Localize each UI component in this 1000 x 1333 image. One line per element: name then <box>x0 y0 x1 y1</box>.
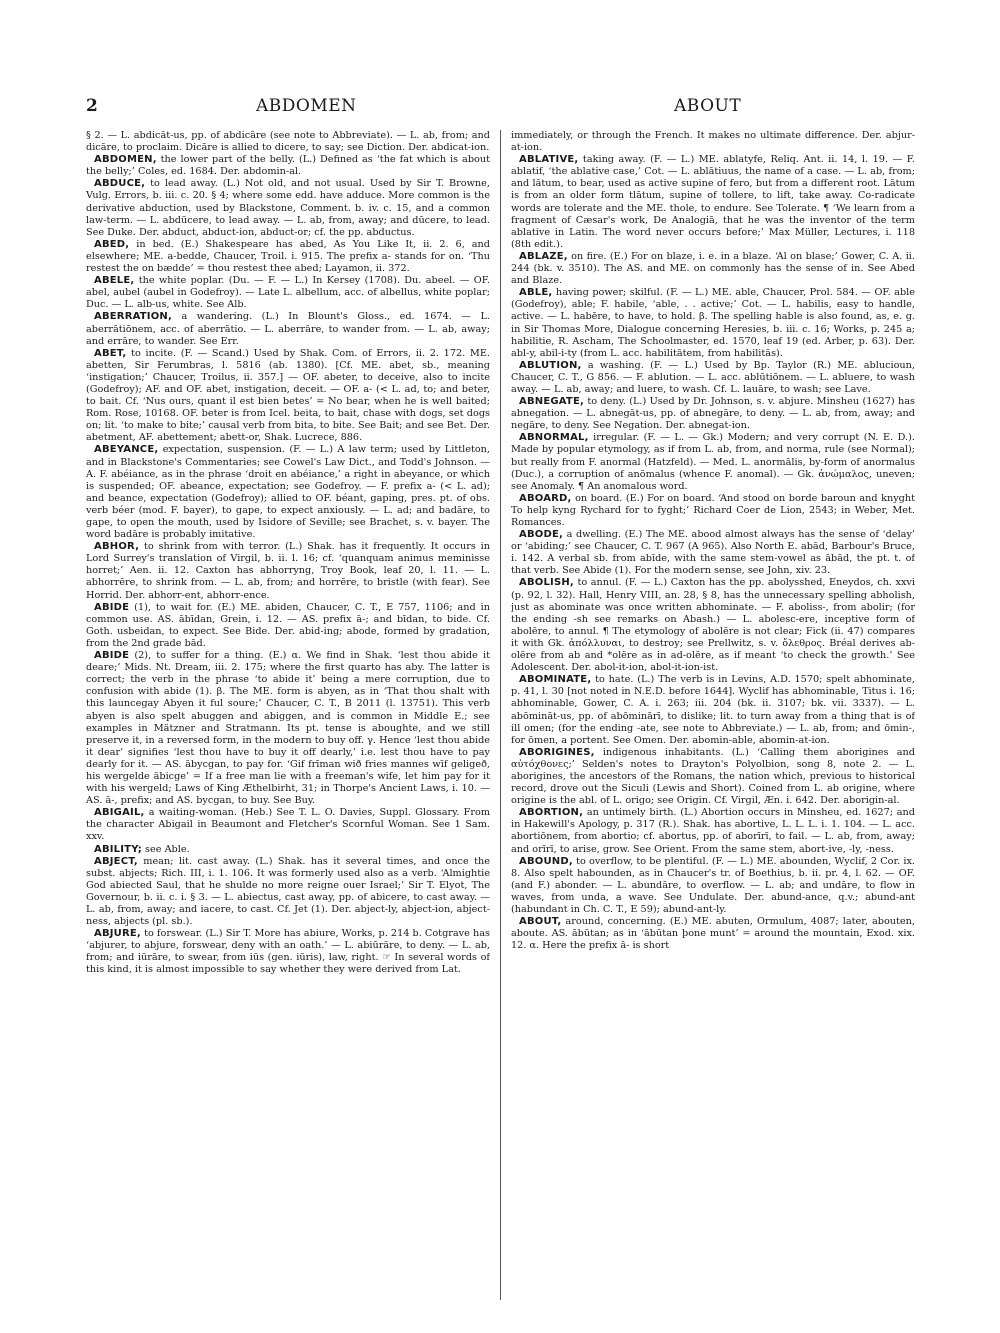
dictionary-entry <box>86 444 490 541</box>
entry-text: a washing. (F. — L.) Used by Bp. Taylor (R.) ME. ablucioun, Chaucer, C. T., G 856. — F. ablution. — L. acc. ablūtiōnem. — L. abluere, to wash away. — L. ab, away; and luere, to wash. Cf. L. lauāre, to wash; see Lave. <box>511 359 915 395</box>
entry-headword: ABEYANCE, <box>94 444 159 456</box>
entry-text: to overflow, to be plentiful. (F. — L.) ME. abounden, Wyclif, 2 Cor. ix. 8. Also spelt habounden, as in Chaucer's tr. of Boethius, b. ii. pr. 4, l. 62. — OF. (and F.) abonder. — L. abundāre, to overflow. — L. ab; and undāre, to flow in waves, from unda, a wave. See Undulate. Der. abund-ance, q.v.; abund-ant (habundant in Ch. C. T., E 59); abund-ant-ly. <box>511 855 915 915</box>
entry-headword: ABOUT, <box>519 916 562 928</box>
dictionary-entry <box>86 856 490 929</box>
page-number: 2 <box>86 96 99 116</box>
dictionary-entry <box>511 432 915 492</box>
entry-text: to lead away. (L.) Not old, and not usual. Used by Sir T. Browne, Vulg. Errors, b. iii. c. 20. § 4; where some edd. have adduce. More common is the derivative abduction, used by Blackstone, Comment. b. iv. c. 15, and a common law-term. — L. abdūcere, to lead away. — L. ab, from, away; and dūcere, to lead. See Duke. Der. abduct, abduct-ion, abduct-or; cf. the pp. abductus. <box>86 178 490 238</box>
entry-text: the white poplar. (Du. — F. — L.) In Kersey (1708). Du. abeel. — OF. abel, aubel (aubel in Godefroy). — Late L. albellum, acc. of albellus, white poplar; Duc. — L. alb-us, white. See Alb. <box>86 275 490 311</box>
entry-headword: ABORTION, <box>519 807 584 819</box>
entry-text: to shrink from with terror. (L.) Shak. has it frequently. It occurs in Lord Surrey's translation of Virgil, b. ii. l. 16; cf. ‘quanquam animus meminisse horret;’ Aen. ii. 12. Caxton has abhorryng, Troy Book, leaf 20, l. 11. — L. abhorrēre, to shrink from. — L. ab, from; and horrēre, to bristle (with fear). See Horrid. Der. abhorr-ent, abhorr-ence. <box>86 541 490 601</box>
entry-text: a dwelling. (E.) The ME. abood almost always has the sense of ‘delay’ or ‘abiding;’ see Chaucer, C. T. 967 (A 965). Also North E. abād, Barbour's Bruce, i. 142. A verbal sb. from abīde, with the same stem-vowel as ābād, the pt. t. of that verb. See Abide (1). For the modern sense, see John, xiv. 23. <box>511 529 915 577</box>
dictionary-entry <box>511 807 915 855</box>
dictionary-entry <box>86 541 490 601</box>
dictionary-entry <box>511 154 915 251</box>
entry-text: immediately, or through the French. It makes no ultimate difference. Der. abjur-at-ion. <box>511 130 915 154</box>
dictionary-entry <box>86 807 490 843</box>
entry-text: § 2. — L. abdicāt-us, pp. of abdicāre (see note to Abbreviate). — L. ab, from; and dicāre, to proclaim. Dicāre is allied to dicere, to say; see Diction. Der. abdicat-ion. <box>86 130 490 154</box>
dictionary-entry <box>86 311 490 347</box>
entry-headword: ABOMINATE, <box>519 674 592 686</box>
left-guide-word: ABDOMEN <box>256 96 357 116</box>
dictionary-entry <box>511 287 915 360</box>
dictionary-entry <box>511 856 915 916</box>
entry-headword: ABLUTION, <box>519 359 582 371</box>
dictionary-entry <box>511 493 915 529</box>
entry-text: on fire. (E.) For on blaze, i. e. in a blaze. ‘Al on blase;’ Gower, C. A. ii. 244 (bk. v. 3510). The AS. and ME. on commonly has the sense of in. See Abed and Blaze. <box>511 250 915 287</box>
entry-headword: ABJECT, <box>94 855 138 867</box>
entry-headword: ABLE, <box>519 287 553 299</box>
dictionary-entry <box>511 251 915 287</box>
entry-headword: ABDOMEN, <box>94 154 157 166</box>
entry-text: in bed. (E.) Shakespeare has abed, As You Like It, ii. 2. 6, and elsewhere; ME. a-bedde, Chaucer, Troil. i. 915. The prefix a- stands for on. ‘Thu restest the on bædde’ = thou restest thee abed; Layamon, ii. 372. <box>86 238 490 275</box>
entry-headword: ABDUCE, <box>94 178 146 190</box>
entry-text: around, concerning. (E.) ME. abuten, Ormulum, 4087; later, abouten, aboute. AS. ābūtan; as in ‘ābūtan þone munt’ = around the mountain, Exod. xix. 12. α. Here the prefix ā- is short <box>511 916 915 952</box>
entry-text: to deny. (L.) Used by Dr. Johnson, s. v. abjure. Minsheu (1627) has abnegation. — L. abnegāt-us, pp. of abnegāre, to deny. — L. ab, from, away; and negāre, to deny. See Negation. Der. abnegat-ion. <box>511 396 915 432</box>
entry-text: on board. (E.) For on board. ‘And stood on borde baroun and knyght To help kyng Rychard for to fyght;’ Richard Coer de Lion, 2543; in Weber, Met. Romances. <box>511 492 915 528</box>
entry-headword: ABILITY; <box>94 843 142 855</box>
entry-text: an untimely birth. (L.) Abortion occurs in Minsheu, ed. 1627; and in Hakewill's Apology, p. 317 (R.). Shak. has abortive, L. L. L. i. 1. 104. — L. acc. abortiōnem, from abortio; cf. abortus, pp. of aborīrī, to fail. — L. ab, from, away; and orīrī, to arise, grow. See Orient. From the same stem, abort-ive, -ly, -ness. <box>511 807 915 855</box>
entry-text: having power; skilful. (F. — L.) ME. able, Chaucer, Prol. 584. — OF. able (Godefroy), able; F. habile, ‘able, . . active;’ Cot. — L. habilis, easy to handle, active. — L. habēre, to have, to hold. β. The spelling hable is also found, as, e. g. in Sir Thomas More, Dialogue concerning Heresies, b. iii. c. 16; Works, p. 245 a; habilitie, R. Ascham, The Schoolmaster, ed. 1570, leaf 19 (ed. Arber, p. 63). Der. abl-y, abil-i-ty (from L. acc. habilitātem, from habilitās). <box>511 287 915 359</box>
entry-text: to annul. (F. — L.) Caxton has the pp. abolysshed, Eneydos, ch. xxvi (p. 92, l. 32). Hall, Henry VIII, an. 28, § 8, has the unnecessary spelling abholish, just as abominate was once written abhominate. — F. aboliss-, from abolir; (for the ending -sh see remarks on Abash.) — L. abolesc-ere, inceptive form of abolēre, to annul. ¶ The etymology of abolēre is not clear; Fick (ii. 47) compares it with Gk. ἀπόλλυναι, to destroy; see Prellwitz, s. v. ὄλεθρος. Bréal derives ab-olēre from ab and *olēre as in ad-olēre, as if meant ‘to check the growth.’ See Adolescent. Der. abol-it-ion, abol-it-ion-ist. <box>511 577 915 674</box>
entry-text: to forswear. (L.) Sir T. More has abiure, Works, p. 214 b. Cotgrave has ‘abjurer, to abjure, forswear, deny with an oath.’ — L. abiūrāre, to deny. — L. ab, from; and iūrāre, to swear, from iūs (gen. iūris), law, right. ☞ In several words of this kind, it is almost impossible to say whether they were derived from Lat. <box>86 928 490 976</box>
entry-headword: ABJURE, <box>94 928 141 940</box>
entry-text: a wandering. (L.) In Blount's Gloss., ed. 1674. — L. aberrātiōnem, acc. of aberrātio. — L. aberrāre, to wander from. — L. ab, away; and errāre, to wander. See Err. <box>86 311 490 347</box>
entry-headword: ABERRATION, <box>94 311 172 323</box>
entry-headword: ABOUND, <box>519 855 573 867</box>
dictionary-entry <box>86 928 490 976</box>
entry-headword: ABHOR, <box>94 541 140 553</box>
column-divider <box>500 130 501 1300</box>
entry-text: to incite. (F. — Scand.) Used by Shak. Com. of Errors, ii. 2. 172. ME. abetten, Sir Ferumbras, l. 5816 (ab. 1380). [Cf. ME. abet, sb., meaning ‘instigation;’ Chaucer, Troilus, ii. 357.] — OF. abeter, to deceive, also to incite (Godefroy); AF. and OF. abet, instigation, deceit. — OF. a- (< L. ad, to; and beter, to bait. Cf. ‘Nus ours, quant il est bien betes’ = No bear, when he is well baited; Rom. Rose, 10168. OF. beter is from Icel. beita, to bait, chase with dogs, set dogs on; lit. ‘to make to bite;’ causal verb from bita, to bite. See Bait; and see Bet. Der. abetment, AF. abettement; abett-or, Shak. Lucrece, 886. <box>86 347 490 444</box>
entry-text: taking away. (F. — L.) ME. ablatyfe, Reliq. Ant. ii. 14, l. 19. — F. ablatif, ‘the ablative case,’ Cot. — L. ablātiuus, the name of a case. — L. ab, from; and lātum, to bear, used as active supine of fero, but from a different root. Lātum is from an older form tlātum, supine of tollere, to lift, take away. Co-radicate words are tolerate and the ME. thole, to endure. See Tolerate. ¶ ‘We learn from a fragment of Cæsar's work, De Analogiā, that he was the inventor of the term ablative in Latin. The word never occurs before;’ Max Müller, Lectures, i. 118 (8th edit.). <box>511 154 915 250</box>
dictionary-entry <box>86 154 490 178</box>
dictionary-page <box>86 92 916 1307</box>
dictionary-entry <box>86 650 490 807</box>
dictionary-entry <box>86 275 490 311</box>
entry-text: expectation, suspension. (F. — L.) A law term; used by Littleton, and in Blackstone's Commentaries; see Cowel's Law Dict., and Todd's Johnson. — A. F. abéiance, as in the phrase ‘droit en abéiance,’ a right in abeyance, or which is suspended; OF. abeance, expectation; see Godefroy. — F. prefix a- (< L. ad); and beance, expectation (Godefroy); allied to OF. béant, gaping, pres. pt. of obs. verb béer (mod. F. bayer), to gape, to expect anxiously. — L. ad; and badāre, to gape, to open the mouth, used by Isidore of Seville; see Brachet, s. v. bayer. The word badāre is probably imitative. <box>86 444 490 541</box>
entry-text: irregular. (F. — L. — Gk.) Modern; and very corrupt (N. E. D.). Made by popular etymology, as if from L. ab, from, and norma, rule (see Normal); but really from F. anormal (Hatzfeld). — Med. L. anormālis, by-form of anormalus (Duc.), a corruption of anōmalus (whence F. anomal). — Gk. ἀνώμαλος, uneven; see Anomaly. ¶ An anomalous word. <box>511 432 915 492</box>
dictionary-entry <box>511 674 915 747</box>
dictionary-entry <box>511 529 915 577</box>
entry-text: (2), to suffer for a thing. (E.) α. We find in Shak. ‘lest thou abide it deare;’ Mids. Nt. Dream, iii. 2. 175; where the first quarto has aby. The latter is correct; the verb in the phrase ‘to abide it’ being a mere corruption, due to confusion with abide (1). β. The ME. form is abyen, as in ‘That thou shalt with this launcegay Abyen it ful soure;’ Chaucer, C. T., B 2011 (l. 13751). This verb abyen is also spelt abuggen and abiggen, and is common in Middle E.; see examples in Mätzner and Stratmann. Its pt. tense is aboughte, and we still preserve it, in a reversed form, in the modern to buy off. γ. Hence ‘lest thou abide it dear’ signifies ‘lest thou have to buy it off dearly,’ i.e. lest thou have to pay dearly for it. — AS. ābycgan, to pay for. ‘Gif frīman wið fries mannes wīf geligeð, his wergelde ābicge’ = If a free man lie with a freeman's wife, let him pay for it with his wergeld; Laws of King Æthelbirht, 31; in Thorpe's Ancient Laws, i. 10. — AS. ā-, prefix; and AS. bycgan, to buy. See Buy. <box>86 650 490 807</box>
entry-headword: ABIDE <box>94 601 130 613</box>
entry-text: indigenous inhabitants. (L.) ‘Calling them aborigines and αὐτόχθονες;’ Selden's notes to Drayton's Polyolbion, song 8, note 2. — L. aborigines, the ancestors of the Romans, the nation which, previous to historical record, drove out the Siculi (Lewis and Short). Coined from L. ab origine, where origine is the abl. of L. origo; see Origin. Cf. Virgil, Æn. i. 642. Der. aborigin-al. <box>511 746 915 807</box>
entry-headword: ABNORMAL, <box>519 432 589 444</box>
running-head <box>86 92 916 128</box>
entry-headword: ABET, <box>94 347 127 359</box>
entry-headword: ABODE, <box>519 529 563 541</box>
dictionary-entry <box>511 577 915 674</box>
dictionary-entry <box>511 916 915 952</box>
entry-headword: ABOARD, <box>519 492 572 504</box>
entry-text: see Able. <box>141 843 190 855</box>
dictionary-entry <box>86 844 490 856</box>
dictionary-entry <box>86 178 490 238</box>
entry-text: a waiting-woman. (Heb.) See T. L. O. Davies, Suppl. Glossary. From the character Abigail in Beaumont and Fletcher's Scornful Woman. See 1 Sam. xxv. <box>86 807 490 843</box>
left-column <box>86 130 490 1300</box>
dictionary-entry <box>86 348 490 445</box>
entry-text: the lower part of the belly. (L.) Defined as ‘the fat which is about the belly;’ Coles, ed. 1684. Der. abdomin-al. <box>86 154 490 178</box>
entry-text: to hate. (L.) The verb is in Levins, A.D. 1570; spelt abhominate, p. 41, l. 30 [not noted in N.E.D. before 1644]. Wyclif has abhominable, Titus i. 16; abhominable, Gower, C. A. i. 263; iii. 204 (bk. ii. 3107; bk. vii. 3337). — L. abōmināt-us, pp. of abōminārī, to dislike; lit. to turn away from a thing that is of ill omen; (for the ending -ate, see note to Abbreviate.) — L. ab, from; and ōmin-, for ōmen, a portent. See Omen. Der. abomin-able, abomin-at-ion. <box>511 674 915 746</box>
entry-headword: ABLAZE, <box>519 250 568 262</box>
dictionary-entry <box>511 747 915 807</box>
dictionary-entry <box>511 130 915 154</box>
text-columns <box>86 130 916 1300</box>
entry-headword: ABNEGATE, <box>519 396 584 408</box>
entry-headword: ABORIGINES, <box>519 746 595 758</box>
entry-headword: ABED, <box>94 238 130 250</box>
right-column <box>511 130 915 1300</box>
entry-headword: ABIDE <box>94 650 130 662</box>
entry-headword: ABELE, <box>94 275 135 287</box>
right-guide-word: ABOUT <box>674 96 742 116</box>
entry-headword: ABIGAIL, <box>94 807 145 819</box>
dictionary-entry <box>511 396 915 432</box>
entry-text: (1), to wait for. (E.) ME. abiden, Chaucer, C. T., E 757, 1106; and in common use. AS. ābīdan, Grein, i. 12. — AS. prefix ā-; and bīdan, to bide. Cf. Goth. usbeidan, to expect. See Bide. Der. abid-ing; abode, formed by gradation, from the 2nd grade bād. <box>86 601 490 649</box>
dictionary-entry <box>86 239 490 275</box>
entry-text: mean; lit. cast away. (L.) Shak. has it several times, and once the subst. abjects; Rich. III, i. 1. 106. It was formerly used also as a verb. ‘Almightie God abiected Saul, that he shulde no more reigne ouer Israel;’ Sir T. Elyot, The Governour, b. ii. c. i. § 3. — L. abiectus, cast away, pp. of abicere, to cast away. — L. ab, from, away; and iacere, to cast. Cf. Jet (1). Der. abject-ly, abject-ion, abject-ness, abjects (pl. sb.). <box>86 855 490 928</box>
dictionary-entry <box>86 130 490 154</box>
dictionary-entry <box>86 602 490 650</box>
entry-headword: ABLATIVE, <box>519 154 579 166</box>
dictionary-entry <box>511 360 915 396</box>
entry-headword: ABOLISH, <box>519 577 574 589</box>
